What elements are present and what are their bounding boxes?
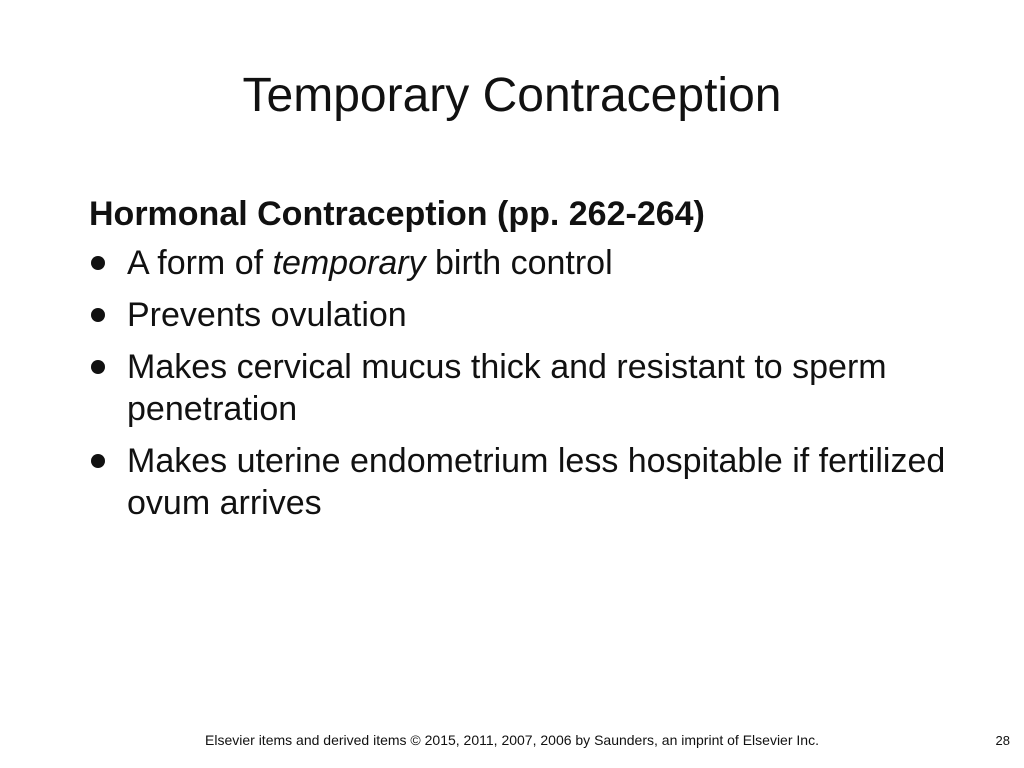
bullet-text: Makes uterine endometrium less hospitable if fertilized ovum arrives bbox=[127, 442, 946, 522]
slide-content bbox=[89, 192, 969, 534]
bullet-text: Makes cervical mucus thick and resistant to sperm penetration bbox=[127, 348, 887, 428]
bullet-dot-icon bbox=[91, 256, 105, 270]
bullet-dot-icon bbox=[91, 308, 105, 322]
bullet-item bbox=[89, 294, 969, 336]
slide-title: Temporary Contraception bbox=[242, 69, 782, 122]
page-number: 28 bbox=[995, 733, 1010, 748]
footer-copyright: Elsevier items and derived items © 2015, 2011, 2007, 2006 by Saunders, an imprint of Elsevier Inc. bbox=[205, 732, 819, 748]
bullet-list bbox=[89, 242, 969, 524]
bullet-text: Prevents ovulation bbox=[127, 296, 407, 334]
bullet-text-after: birth control bbox=[425, 244, 613, 282]
bullet-item bbox=[89, 346, 969, 430]
section-heading: Hormonal Contraception (pp. 262-264) bbox=[89, 195, 705, 233]
bullet-text-before: A form of bbox=[127, 244, 273, 282]
bullet-item bbox=[89, 242, 969, 284]
bullet-dot-icon bbox=[91, 454, 105, 468]
bullet-dot-icon bbox=[91, 360, 105, 374]
bullet-text bbox=[127, 242, 969, 284]
bullet-item bbox=[89, 440, 969, 524]
bullet-text-emphasis: temporary bbox=[272, 244, 426, 282]
